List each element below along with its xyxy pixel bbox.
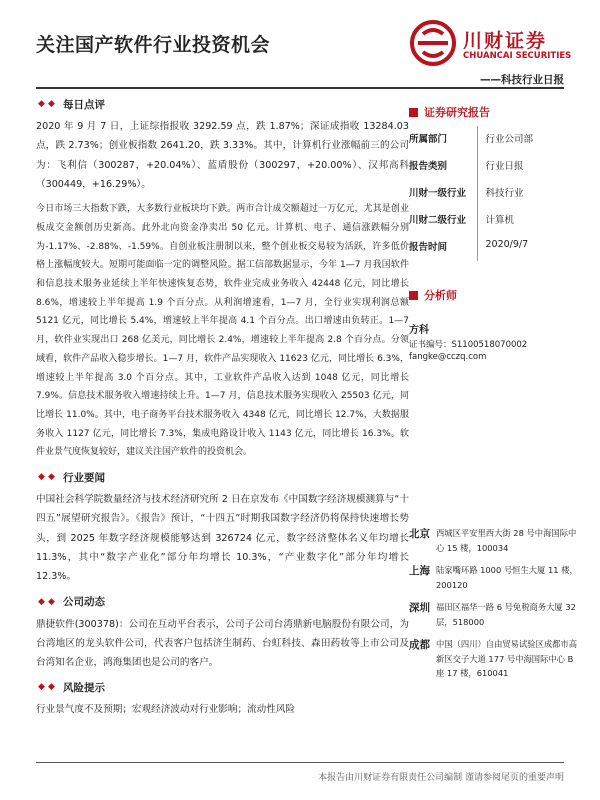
- report-info-heading: 证券研究报告: [409, 104, 582, 120]
- industry-news-paragraph: 中国社会科学院数量经济与技术经济研究所 2 日在京发布《中国数字经济规模测算与“十四五”展望研究报告》。《报告》预计，“十四五”时期我国数字经济仍将保持快速增长势头，到 2025 年数字经济规模能够达到 326724 亿元，数字经济整体名义年均增长 11.3%，其中“数字产业化”部分年均增长 10.3%，“产业数字化”部分年均增长 12.3%。: [36, 494, 409, 583]
- daily-paragraph-2: 今日市场三大指数下跌，大多数行业板块均下跌。两市合计成交额超过一万亿元，尤其是创业板成交金额创历史新高。此外北向资金净卖出 50 亿元。计算机、电子、通信涨跌幅分别为-1.17%、-2.88%、-1.59%。自创业板注册制以来，整个创业板交易较为活跃，许多低价格上涨幅度较大。短期可能面临一定的调整风险。据工信部数据显示，今年 1—7 月我国软件和信息技术服务业延续上半年快速恢复态势，软件业完成业务收入 42448 亿元，同比增长 8.6%，增速较上半年提高 1.9 个百分点。从利润增速看，1—7 月，全行业实现利润总额 5121 亿元，同比增长 5.4%，增速较上半年提高 4.1 个百分点。出口增速由负转正。1—7 月，软件业实现出口 268 亿美元，同比增长 2.4%，增速较上半年提高 2.8 个百分点。分领域看，软件产品收入稳步增长。1—7 月，软件产品实现收入 11623 亿元，同比增长 6.3%，增速较上半年提高 3.0 个百分点。其中，工业软件产品收入达到 1048 亿元，同比增长 7.9%。信息技术服务收入增速持续上升。1—7 月，信息技术服务实现收入 25503 亿元，同比增长 11.0%。其中，电子商务平台技术服务收入 4348 亿元，同比增长 12.7%，大数据服务收入 1127 亿元，同比增长 7.3%，集成电路设计收入 1143 亿元，同比增长 16.3%。软件业景气度恢复较好，建议关注国产软件的投资机会。: [36, 204, 409, 458]
- analyst-email[interactable]: fangke@cczq.com: [409, 352, 487, 362]
- footer-divider: [36, 762, 564, 763]
- section-heading-risk: ◆ ◆ 风险提示: [38, 681, 105, 694]
- chuancai-logo-icon: [410, 20, 456, 66]
- bullet-dots-icon: ◆ ◆: [38, 472, 55, 483]
- table-row: 川财二级行业 计算机: [409, 207, 582, 234]
- company-news-paragraph: 鼎捷软件(300378)：公司在互动平台表示，公司子公司台湾鼎新电脑股份有限公司，为台湾地区的龙头软件公司，代表客户包括济生制药、台虹科技、森田药妆等上市公司及台湾知名企业，鸿海集团也是公司的客户。: [36, 618, 409, 669]
- report-title: 关注国产软件行业投资机会: [36, 34, 271, 56]
- office-list: [409, 526, 582, 689]
- section-heading-company-news: ◆ ◆ 公司动态: [38, 596, 105, 609]
- brand-name-cn: 川财证券: [463, 30, 548, 52]
- list-item: 上海 陆家嘴环路 1000 号恒生大厦 11 楼，200120: [409, 565, 578, 590]
- brand-name-en: CHUANCAI SECURITIES: [463, 51, 572, 61]
- list-item: 成都 中国（四川）自由贸易试验区成都市高新区交子大道 177 号中海国际中心 B 座 17 楼，610041: [409, 639, 578, 678]
- analyst-cert: 证书编号：S1100518070002: [409, 340, 528, 350]
- bullet-dots-icon: ◆ ◆: [38, 596, 55, 607]
- daily-paragraph-1: 2020 年 9 月 7 日，上证综指报收 3292.59 点，跌 1.87%；深证成指收 13284.03 点，跌 2.73%；创业板指数 2641.20，跌 3.33%。其中，计算机行业涨幅前三的公司为：飞利信（300287，+20.04%）、蓝盾股份（300297，+20.00%）、汉邦高科（300449，+16.29%）。: [36, 121, 409, 190]
- header-divider: [36, 87, 564, 89]
- bullet-dots-icon: ◆ ◆: [38, 99, 55, 109]
- table-row: 所属部门 行业公司部: [409, 126, 582, 153]
- report-type: ——科技行业日报: [480, 74, 564, 86]
- analyst-name: 方科: [409, 325, 429, 336]
- brand-logo: [410, 20, 570, 66]
- table-row: 报告类别 行业日报: [409, 153, 582, 180]
- report-info-table: [409, 126, 582, 261]
- table-row: 川财一级行业 科技行业: [409, 180, 582, 207]
- section-heading-daily: ◆ ◆ 每日点评: [38, 98, 105, 111]
- analyst-heading: 分析师: [409, 287, 582, 303]
- sidebar: [409, 104, 582, 362]
- footer-disclaimer: 本报告由川财证券有限责任公司编制 谨请参阅尾页的重要声明: [318, 773, 564, 783]
- section-heading-industry-news: ◆ ◆ 行业要闻: [38, 471, 105, 484]
- list-item: 深圳 福田区福华一路 6 号免税商务大厦 32 层，518000: [409, 602, 576, 627]
- main-content: [36, 95, 409, 720]
- red-square-icon: [409, 291, 418, 300]
- risk-paragraph: 行业景气度不及预期；宏观经济波动对行业影响；流动性风险: [36, 704, 296, 716]
- red-square-icon: [409, 108, 418, 117]
- table-row: 报告时间 2020/9/7: [409, 234, 582, 261]
- bullet-dots-icon: ◆ ◆: [38, 682, 55, 693]
- list-item: 北京 西城区平安里西大街 28 号中海国际中心 15 楼，100034: [409, 528, 577, 553]
